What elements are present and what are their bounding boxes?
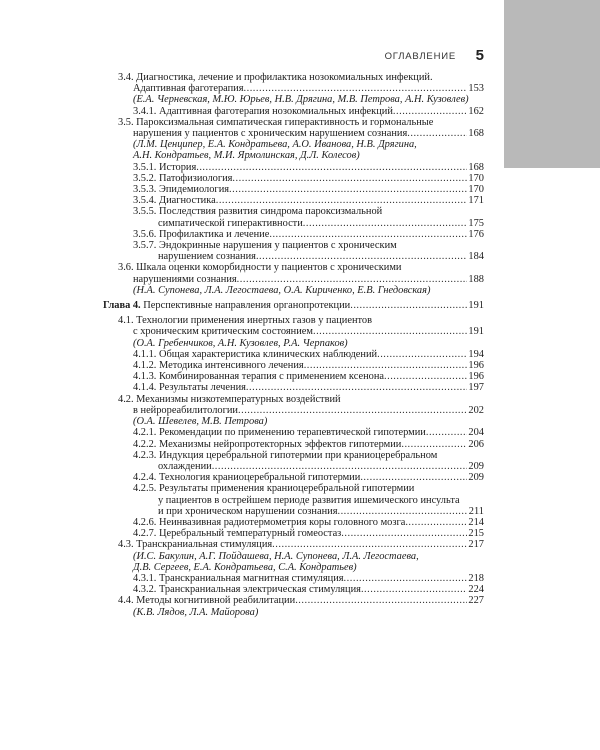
toc-entry-title: 4.2.5. Результаты применения краниоцеребральной гипотермии <box>133 483 415 495</box>
toc-entry-title: 4.4. Методы когнитивной реабилитации <box>118 595 296 607</box>
toc-entry <box>103 450 484 472</box>
toc-entry-title: нарушения у пациентов с хроническим нарушением сознания <box>133 128 408 140</box>
toc-page-number: 196 <box>468 360 484 372</box>
toc-entry <box>103 195 484 206</box>
toc-entry <box>103 349 484 360</box>
toc-entry-title: и при хроническом нарушении сознания <box>158 505 338 517</box>
toc-entry-title: 3.5.1. История <box>133 161 197 173</box>
leader-dots <box>246 382 467 393</box>
toc-page-number: 170 <box>468 184 484 196</box>
toc-author-line: А.Н. Кондратьев, М.И. Ярмолинская, Д.Л. Колесов) <box>133 150 360 162</box>
toc-entry-title: 4.1.1. Общая характеристика клинических наблюдений <box>133 348 378 360</box>
leader-dots <box>212 461 468 472</box>
toc-entry-title: 4.2.3. Индукция церебральной гипотермии при краниоцеребральном <box>133 449 438 461</box>
toc-entry <box>103 229 484 240</box>
toc-entry-title: 3.5. Пароксизмальная симпатическая гиперактивность и гормональные <box>118 116 434 128</box>
toc-entry-title: 4.1.3. Комбинированная терапия с применением ксенона <box>133 371 384 383</box>
toc-entry-title: 3.5.6. Профилактика и лечение <box>133 228 270 240</box>
toc-page-number: 224 <box>468 584 484 596</box>
toc-entry-title: нарушением сознания <box>158 251 256 263</box>
toc-entry-title: 4.3.2. Транскраниальная электрическая стимуляция <box>133 584 361 596</box>
toc-page-number: 227 <box>468 595 484 607</box>
toc-entry-title: симпатической гиперактивности <box>158 217 303 229</box>
toc-page-number: 153 <box>468 83 484 95</box>
chapter-label: Глава 4. <box>103 300 141 312</box>
toc-entry-title: 3.5.2. Патофизиология <box>133 172 233 184</box>
toc-entry-title: 4.2.6. Неинвазивная радиотермометрия коры головного мозга <box>133 516 406 528</box>
table-of-contents <box>103 72 484 618</box>
toc-authors <box>103 607 484 618</box>
toc-entry <box>103 483 484 517</box>
leader-dots <box>407 128 467 139</box>
leader-dots <box>303 218 468 229</box>
toc-entry-title: 3.5.4. Диагностика <box>133 195 216 207</box>
toc-entry-title: 4.2. Механизмы низкотемпературных воздействий <box>118 393 341 405</box>
leader-dots <box>350 300 467 311</box>
toc-entry-title: 4.2.2. Механизмы нейропротекторных эффектов гипотермии <box>133 438 402 450</box>
toc-entry <box>103 595 484 606</box>
leader-dots <box>256 251 467 262</box>
leader-dots <box>216 195 468 206</box>
toc-page-number: 202 <box>468 404 484 416</box>
toc-page-number: 162 <box>468 105 484 117</box>
toc-page-number: 188 <box>468 273 484 285</box>
toc-entry-title: 3.5.3. Эпидемиология <box>133 184 230 196</box>
toc-page-number: 209 <box>468 460 484 472</box>
toc-entry <box>103 528 484 539</box>
toc-entry <box>103 262 484 284</box>
toc-entry <box>103 371 484 382</box>
toc-entry-title: 3.5.7. Эндокринные нарушения у пациентов с хроническим <box>133 240 397 252</box>
toc-page-number: 214 <box>468 516 484 528</box>
toc-entry <box>103 117 484 139</box>
toc-entry <box>103 106 484 117</box>
toc-authors <box>103 94 484 105</box>
toc-page-number: 197 <box>468 382 484 394</box>
toc-entry-title: с хроническим критическим состоянием <box>133 326 313 338</box>
toc-page-number: 191 <box>468 326 484 338</box>
toc-entry-title: нарушениями сознания <box>133 273 237 285</box>
toc-entry <box>103 439 484 450</box>
toc-page-number: 168 <box>468 161 484 173</box>
toc-entry-title: 3.4.1. Адаптивная фаготерапия нозокомиальных инфекций <box>133 105 393 117</box>
toc-author-line: Д.В. Сергеев, Е.А. Кондратьева, С.А. Кондратьев) <box>133 561 357 573</box>
leader-dots <box>313 326 467 337</box>
toc-entry <box>103 382 484 393</box>
toc-entry <box>103 240 484 262</box>
toc-entry <box>103 173 484 184</box>
toc-authors <box>103 416 484 427</box>
toc-entry <box>103 360 484 371</box>
running-header <box>0 47 484 66</box>
toc-author-line: (Л.М. Ценципер, Е.А. Кондратьева, А.О. Иванова, Н.В. Дрягина, <box>133 139 417 151</box>
toc-entry-title: 4.2.1. Рекомендации по применению терапевтической гипотермии <box>133 427 426 439</box>
toc-entry <box>103 539 484 550</box>
toc-entry <box>103 517 484 528</box>
toc-page-number: 168 <box>468 128 484 140</box>
leader-dots <box>337 506 467 517</box>
toc-entry-title: 4.2.7. Церебральный температурный гомеостаз <box>133 528 342 540</box>
leader-dots <box>238 405 467 416</box>
toc-entry-title: Глава 4. Перспективные направления органопротекции <box>103 300 351 312</box>
leader-dots <box>426 427 468 438</box>
toc-page-number: 217 <box>468 539 484 551</box>
toc-page-number: 211 <box>468 505 484 517</box>
toc-entry-title: 4.2.4. Технология краниоцеребральной гипотермии <box>133 472 361 484</box>
leader-dots <box>295 595 467 606</box>
toc-entry-title: Адаптивная фаготерапия <box>133 83 244 95</box>
toc-page-number: 175 <box>468 217 484 229</box>
toc-page-number: 206 <box>468 438 484 450</box>
toc-page-number: 196 <box>468 371 484 383</box>
toc-entry <box>103 573 484 584</box>
toc-author-line: (О.А. Шевелев, М.В. Петрова) <box>133 416 268 428</box>
toc-page-number: 194 <box>468 348 484 360</box>
leader-dots <box>341 528 467 539</box>
toc-author-line: (К.В. Лядов, Л.А. Майорова) <box>133 606 259 618</box>
toc-entry <box>103 315 484 337</box>
toc-entry-title: у пациентов в острейшем периоде развития ишемического инсульта <box>158 494 460 506</box>
leader-dots <box>401 439 467 450</box>
leader-dots <box>304 360 468 371</box>
leader-dots <box>272 539 467 550</box>
leader-dots <box>269 229 467 240</box>
toc-authors <box>103 551 484 573</box>
toc-entry <box>103 206 484 228</box>
toc-entry-title: 4.1. Технологии применения инертных газов у пациентов <box>118 315 373 327</box>
toc-page-number: 204 <box>468 427 484 439</box>
leader-dots <box>244 83 468 94</box>
leader-dots <box>393 106 468 117</box>
toc-author-line: (О.А. Гребенчиков, А.Н. Кузовлев, Р.А. Черпаков) <box>133 337 348 349</box>
leader-dots <box>196 162 467 173</box>
toc-authors <box>103 338 484 349</box>
toc-entry-title: 4.3. Транскраниальная стимуляция <box>118 539 273 551</box>
toc-chapter-entry <box>103 300 484 311</box>
toc-page-number: 171 <box>468 195 484 207</box>
toc-page-number: 184 <box>468 251 484 263</box>
toc-entry <box>103 427 484 438</box>
toc-page-number: 209 <box>468 472 484 484</box>
toc-page-number: 215 <box>468 528 484 540</box>
leader-dots <box>384 371 467 382</box>
toc-entry-title: 4.1.4. Результаты лечения <box>133 382 246 394</box>
toc-entry-title: 3.6. Шкала оценки коморбидности у пациентов с хроническими <box>118 262 402 274</box>
leader-dots <box>232 173 467 184</box>
toc-page-number: 191 <box>468 300 484 312</box>
toc-entry-title: охлаждении <box>158 460 212 472</box>
chapter-tab-marker <box>504 0 600 168</box>
toc-page-number: 176 <box>468 228 484 240</box>
leader-dots <box>229 184 467 195</box>
toc-entry-title: в нейрореабилитологии <box>133 404 238 416</box>
toc-entry-title: 3.4. Диагностика, лечение и профилактика нозокомиальных инфекций. <box>118 72 433 83</box>
toc-entry <box>103 584 484 595</box>
toc-author-line: (И.С. Бакулин, А.Г. Пойдашева, Н.А. Супонева, Л.А. Легостаева, <box>133 550 419 562</box>
toc-entry-title: 4.3.1. Транскраниальная магнитная стимуляция <box>133 572 344 584</box>
toc-author-line: (Н.А. Супонева, Л.А. Легостаева, О.А. Кириченко, Е.В. Гнедовская) <box>133 284 431 296</box>
toc-page-number: 170 <box>468 172 484 184</box>
toc-entry <box>103 472 484 483</box>
toc-authors <box>103 285 484 296</box>
toc-entry <box>103 394 484 416</box>
toc-page-number: 218 <box>468 572 484 584</box>
leader-dots <box>360 472 467 483</box>
page-number: 5 <box>475 47 484 64</box>
running-header-title: ОГЛАВЛЕНИЕ <box>384 51 456 62</box>
toc-entry <box>103 72 484 94</box>
toc-author-line: (Е.А. Черневская, М.Ю. Юрьев, Н.В. Дрягина, М.В. Петрова, А.Н. Кузовлев) <box>133 94 469 106</box>
toc-entry <box>103 162 484 173</box>
leader-dots <box>377 349 467 360</box>
leader-dots <box>344 573 468 584</box>
toc-entry-title: 4.1.2. Методика интенсивного лечения <box>133 360 304 372</box>
toc-authors <box>103 139 484 161</box>
leader-dots <box>405 517 467 528</box>
toc-entry <box>103 184 484 195</box>
leader-dots <box>361 584 467 595</box>
toc-entry-title: 3.5.5. Последствия развития синдрома пароксизмальной <box>133 206 383 218</box>
leader-dots <box>237 274 468 285</box>
